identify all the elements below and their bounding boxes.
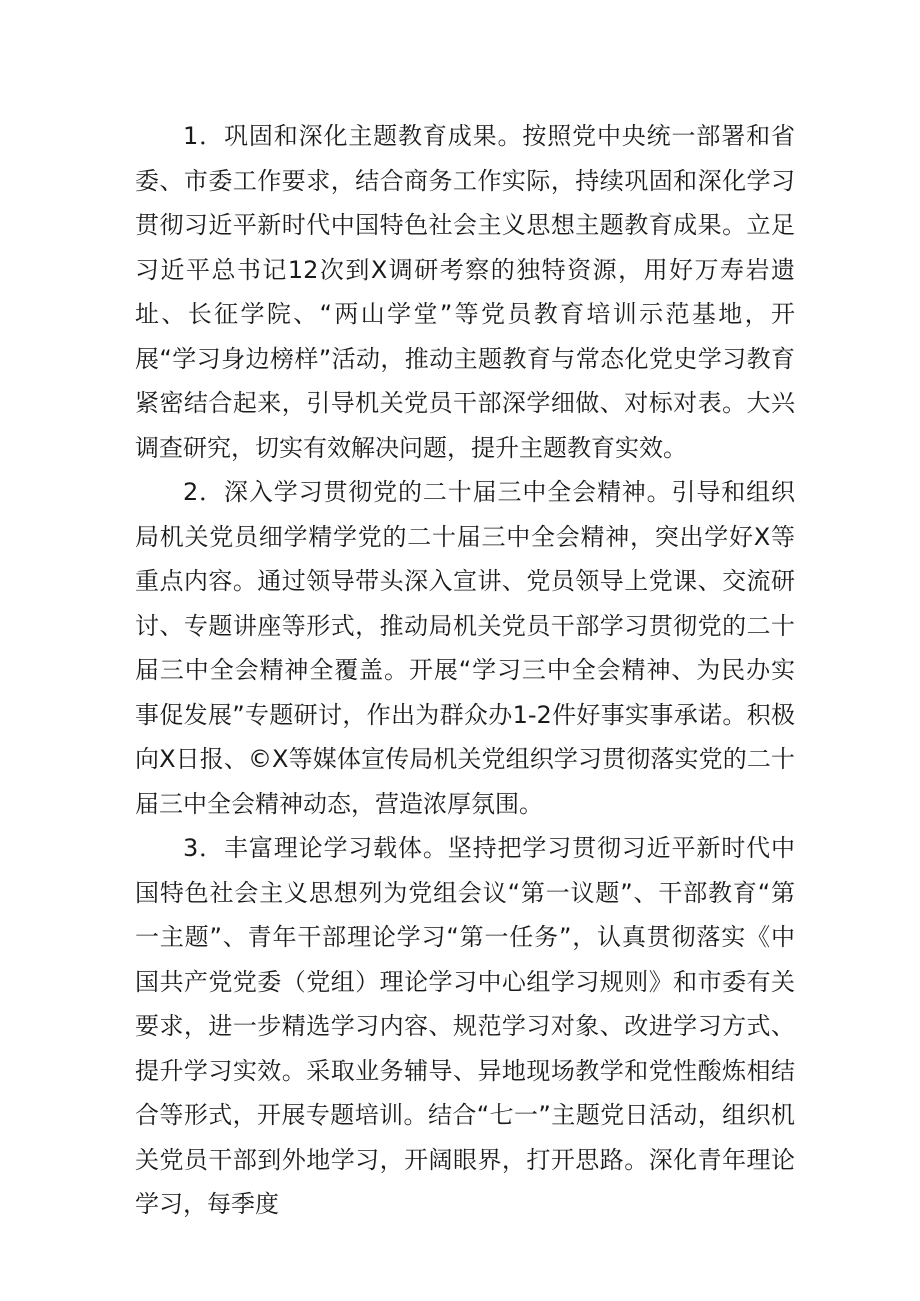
paragraph-enrich-theory-study: 3．丰富理论学习载体。坚持把学习贯彻习近平新时代中国特色社会主义思想列为党组会议“第一议题”、干部教育“第一主题”、青年干部理论学习“第一任务”，认真贯彻落实《中国共产党党委（党组）理论学习中心组学习规则》和市委有关要求，进一步精选学习内容、规范学习对象、改进学习方式、提升学习实效。采取业务辅导、异地现场教学和党性酸炼相结合等形式，开展专题培训。结合“七一”主题党日活动，组织机关党员干部到外地学习，开阔眼界，打开思路。深化青年理论学习，每季度: [135, 834, 795, 1218]
paragraph-consolidate-theme-education: 1．巩固和深化主题教育成果。按照党中央统一部署和省委、市委工作要求，结合商务工作实际，持续巩固和深化学习贯彻习近平新时代中国特色社会主义思想主题教育成果。立足习近平总书记12次到X调研考察的独特资源，用好万寿岩遗址、长征学院、“两山学堂”等党员教育培训示范基地，开展“学习身边榜样”活动，推动主题教育与常态化党史学习教育紧密结合起来，引导机关党员干部深学细做、对标对表。大兴调查研究，切实有效解决问题，提升主题教育实效。: [135, 122, 795, 462]
paragraph-study-third-plenum: 2．深入学习贯彻党的二十届三中全会精神。引导和组织局机关党员细学精学党的二十届三中全会精神，突出学好X等重点内容。通过领导带头深入宣讲、党员领导上党课、交流研讨、专题讲座等形式，推动局机关党员干部学习贯彻党的二十届三中全会精神全覆盖。开展“学习三中全会精神、为民办实事促发展”专题研讨，作出为群众办1-2件好事实事承诺。积极向X日报、©X等媒体宣传局机关党组织学习贯彻落实党的二十届三中全会精神动态，营造浓厚氛围。: [135, 478, 795, 818]
document-body: [135, 114, 795, 1227]
